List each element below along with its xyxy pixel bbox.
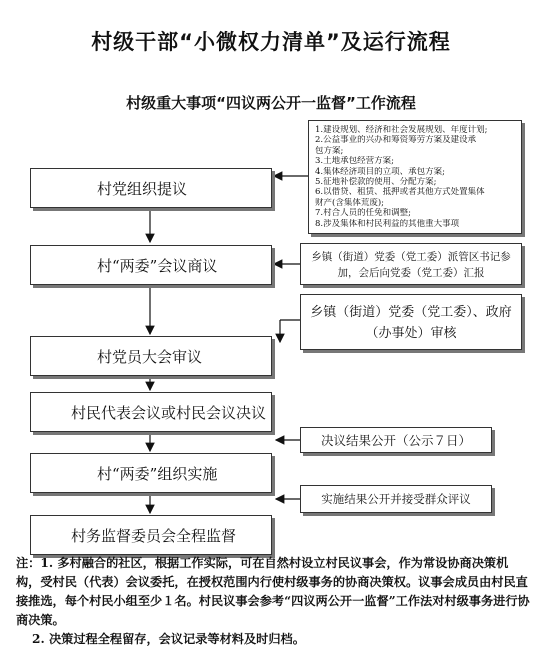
matter-item: 包方案; [315, 145, 344, 156]
matter-item: 4.集体经济项目的立项、承包方案; [315, 166, 445, 177]
matter-item: 6.以借贷、租赁、抵押或者其他方式处置集体 [315, 187, 485, 198]
step-implementation: 村“两委”组织实施 [30, 453, 272, 493]
side-publish-implementation: 实施结果公开并接受群众评议 [300, 485, 492, 513]
side-review-note: 乡镇（街道）党委（党工委）、政府（办事处）审核 [300, 294, 522, 350]
matter-item: 5.征地补偿款的使用、分配方案; [315, 177, 437, 188]
matter-item: 财产(含集体荒废); [315, 197, 384, 208]
matters-list [308, 120, 522, 234]
matter-item: 7.村合人员的任免和调整; [315, 208, 411, 219]
step-party-review: 村党员大会审议 [30, 336, 272, 376]
footnote-2: 2. 决策过程全程留存，会议记录等材料及时归档。 [32, 632, 305, 646]
flow-subtitle: 村级重大事项“四议两公开一监督”工作流程 [126, 94, 416, 112]
step-party-proposal: 村党组织提议 [30, 168, 272, 208]
footnote-1: 注：1. 多村融合的社区，根据工作实际，可在自然村设立村民议事会，作为常设协商决策机构，受村民（代表）会议委托，在授权范围内行使村级事务的协商决策权。议事会成员由村民直接推选，每个村民小组至少１名。村民议事会参考“四议两公开一监督”工作法对村级事务进行协商决策。 [16, 556, 530, 627]
footnotes [16, 554, 532, 649]
step-committee-discussion: 村“两委”会议商议 [30, 245, 272, 285]
matter-item: 1.建设规划、经济和社会发展规划、年度计划; [315, 125, 488, 135]
step-supervision: 村务监督委员会全程监督 [30, 515, 272, 555]
page-title: 村级干部“小微权力清单”及运行流程 [91, 30, 451, 54]
side-publish-result: 决议结果公开（公示７日） [300, 427, 492, 453]
matter-item: 3.土地承包经营方案; [315, 156, 394, 167]
matter-item: 8.涉及集体和村民利益的其他重大事项 [315, 218, 460, 229]
step-villager-resolution: 村民代表会议或村民会议决议 [30, 392, 272, 432]
side-report-note: 乡镇（街道）党委（党工委）派管区书记参加，会后向党委（党工委）汇报 [300, 243, 522, 285]
matter-item: 2.公益事业的兴办和筹资筹劳方案及建设承 [315, 135, 477, 146]
